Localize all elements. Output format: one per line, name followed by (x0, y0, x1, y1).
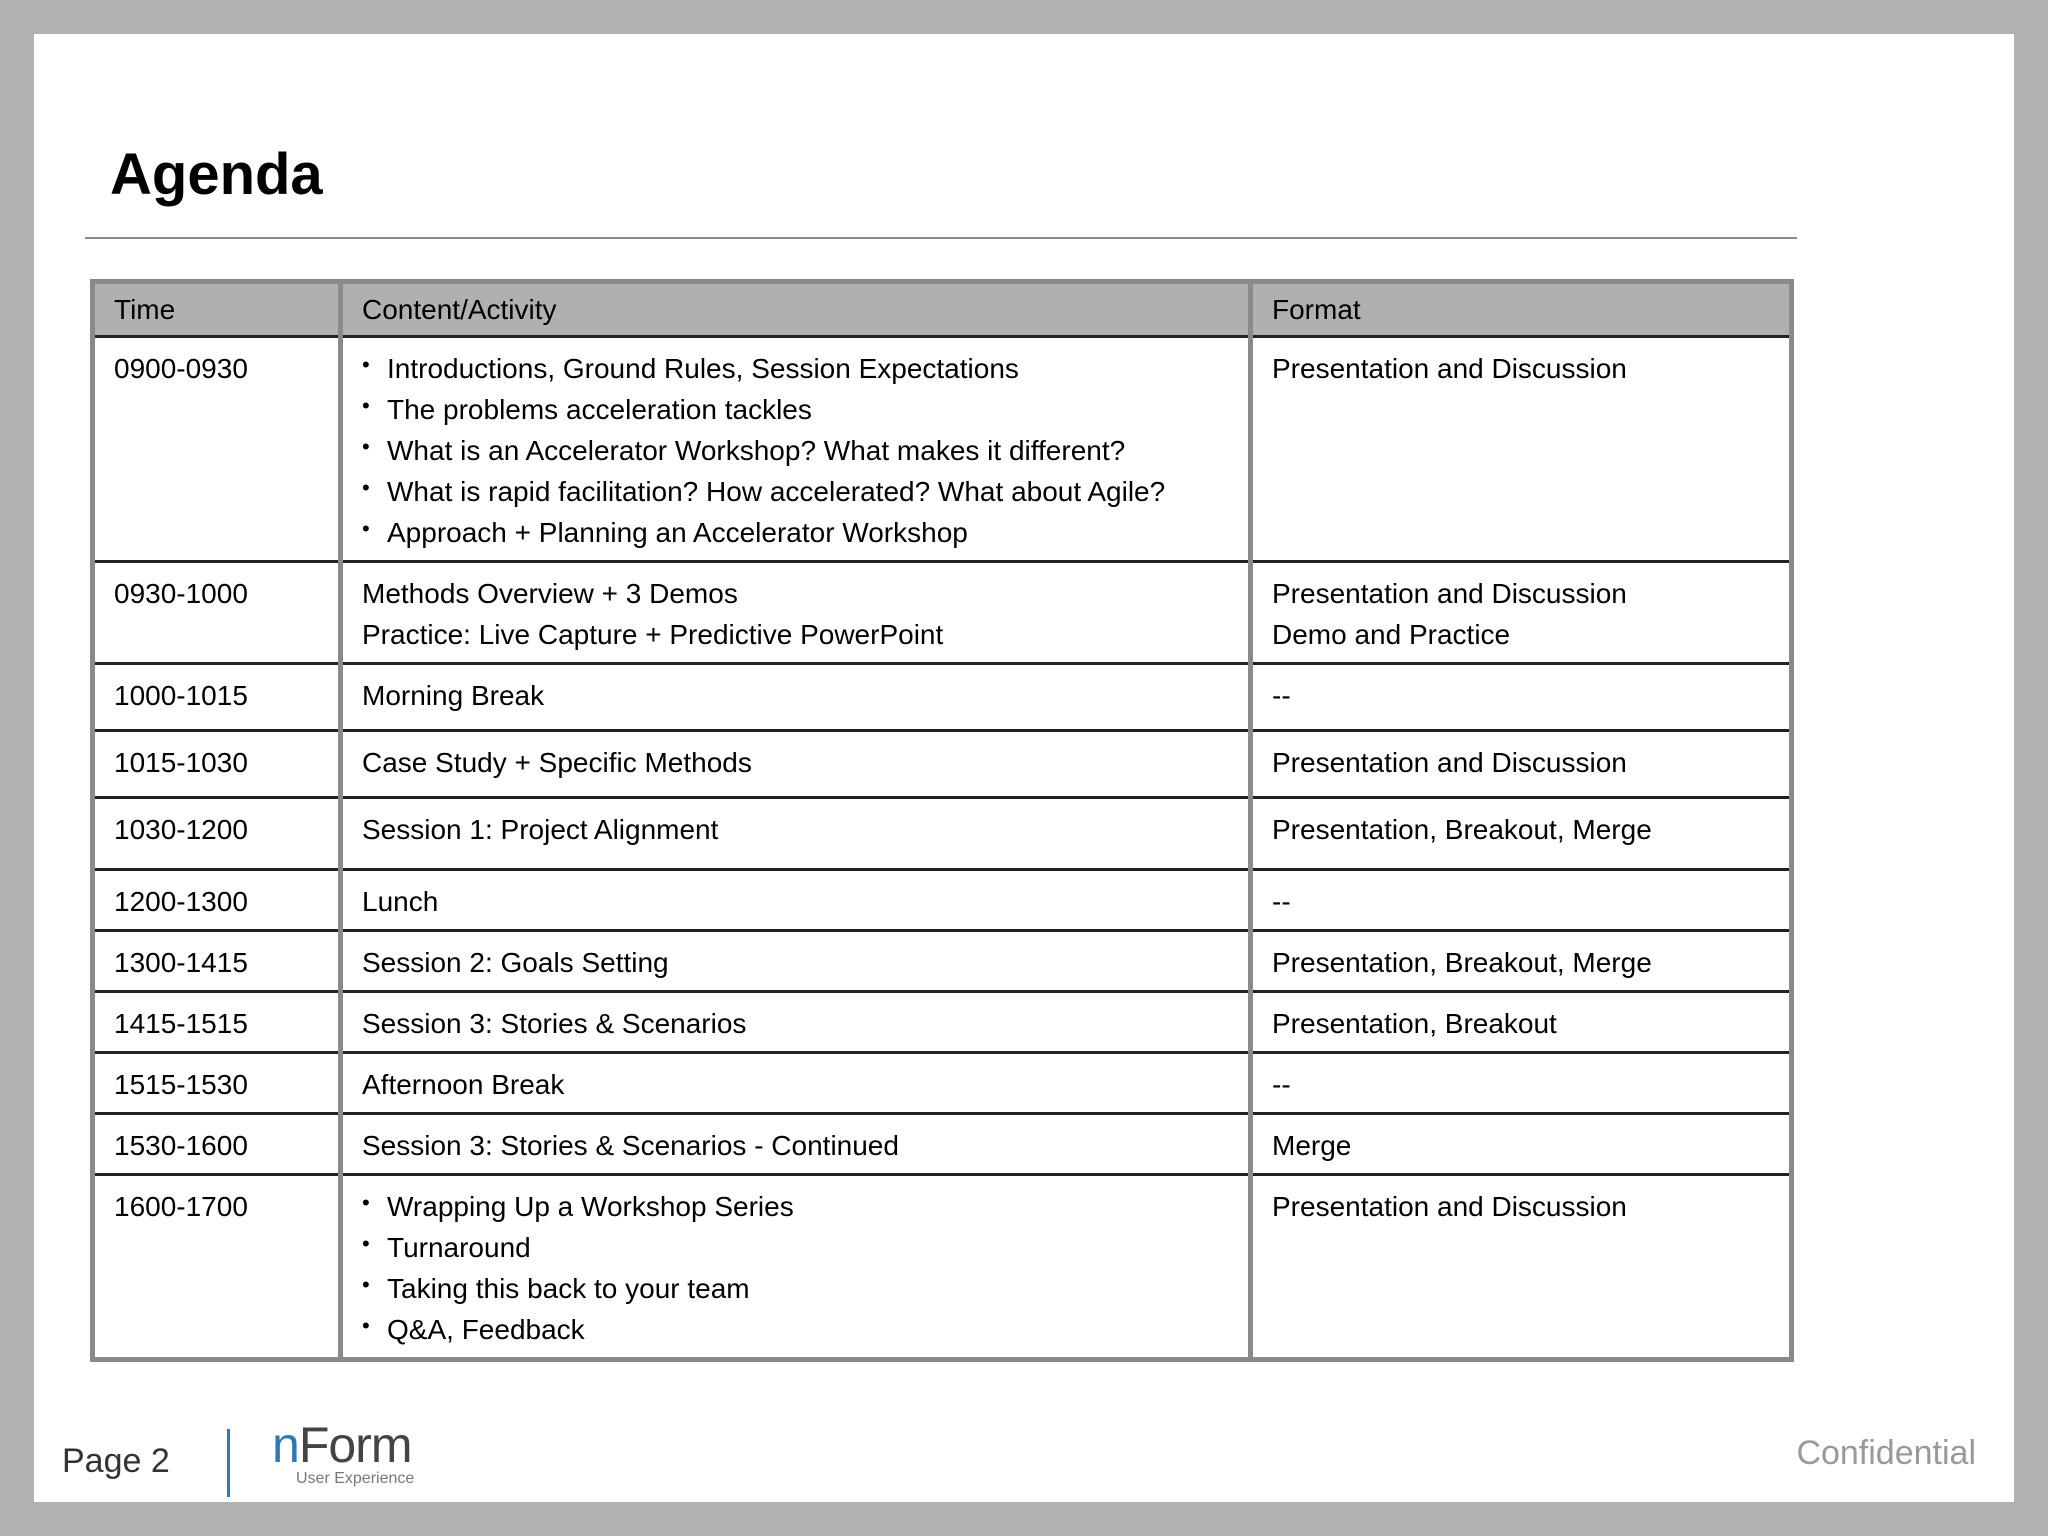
format-cell (1251, 1114, 1792, 1175)
bullet-text: Q&A, Feedback (387, 1314, 585, 1345)
table-row (93, 664, 1792, 731)
bullet-icon: • (362, 352, 370, 377)
table-row (93, 1114, 1792, 1175)
bullet-text: Wrapping Up a Workshop Series (387, 1191, 794, 1222)
bullet-item (362, 1227, 1248, 1268)
agenda-table (90, 279, 1794, 1362)
content-cell (341, 870, 1251, 931)
bullet-item (362, 389, 1248, 430)
header-format: Format (1251, 282, 1792, 337)
format-cell (1251, 1053, 1792, 1114)
format-text: Presentation, Breakout, Merge (1272, 947, 1652, 978)
nform-logo (272, 1417, 415, 1488)
content-text: Methods Overview + 3 Demos (362, 578, 738, 609)
table-row (93, 931, 1792, 992)
page-number: Page 2 (62, 1442, 170, 1480)
table-row (93, 1175, 1792, 1360)
content-text: Session 3: Stories & Scenarios - Continued (362, 1130, 899, 1161)
content-cell (341, 798, 1251, 870)
content-cell (341, 992, 1251, 1053)
bullet-item (362, 1186, 1248, 1227)
format-text: Presentation and Discussion (1272, 747, 1627, 778)
bullet-text: Introductions, Ground Rules, Session Expectations (387, 353, 1019, 384)
bullet-text: Taking this back to your team (387, 1273, 750, 1304)
content-cell (341, 931, 1251, 992)
bullet-icon: • (362, 393, 370, 418)
time-cell: 0930-1000 (93, 562, 341, 664)
format-text: -- (1272, 1069, 1291, 1100)
bullet-text: Approach + Planning an Accelerator Workshop (387, 517, 968, 548)
format-cell (1251, 337, 1792, 562)
table-header-row (93, 282, 1792, 337)
table-row (93, 1053, 1792, 1114)
format-cell (1251, 731, 1792, 798)
time-cell: 1015-1030 (93, 731, 341, 798)
content-cell (341, 664, 1251, 731)
logo-form: Form (298, 1417, 412, 1473)
format-text: Merge (1272, 1130, 1352, 1161)
table-row (93, 337, 1792, 562)
table-row (93, 870, 1792, 931)
confidential-label: Confidential (1796, 1434, 1976, 1472)
time-cell: 1030-1200 (93, 798, 341, 870)
header-content-activity: Content/Activity (341, 282, 1251, 337)
bullet-text: Turnaround (387, 1232, 531, 1263)
content-cell (341, 562, 1251, 664)
bullet-text: What is rapid facilitation? How accelerated? What about Agile? (387, 476, 1166, 507)
format-cell (1251, 870, 1792, 931)
format-cell (1251, 931, 1792, 992)
logo-wordmark (272, 1417, 414, 1473)
content-cell (341, 1114, 1251, 1175)
bullet-item (362, 1268, 1248, 1309)
format-cell (1251, 1175, 1792, 1360)
content-text: Afternoon Break (362, 1069, 565, 1100)
bullet-icon: • (362, 516, 370, 541)
bullet-icon: • (362, 1272, 370, 1297)
bullet-icon: • (362, 434, 370, 459)
content-cell (341, 1175, 1251, 1360)
content-text: Session 1: Project Alignment (362, 814, 719, 845)
format-text: -- (1272, 886, 1291, 917)
bullet-item (362, 512, 1248, 553)
content-text: Practice: Live Capture + Predictive PowerPoint (362, 619, 944, 650)
format-cell (1251, 664, 1792, 731)
table-row (93, 992, 1792, 1053)
bullet-item (362, 1309, 1248, 1350)
header-time: Time (93, 282, 341, 337)
bullet-item (362, 430, 1248, 471)
format-cell (1251, 562, 1792, 664)
format-text: Presentation and Discussion (1272, 353, 1627, 384)
content-text: Session 2: Goals Setting (362, 947, 669, 978)
format-text: Presentation, Breakout, Merge (1272, 814, 1652, 845)
time-cell: 1200-1300 (93, 870, 341, 931)
content-text: Case Study + Specific Methods (362, 747, 752, 778)
format-text: -- (1272, 680, 1291, 711)
agenda-body (93, 337, 1792, 1360)
format-cell (1251, 798, 1792, 870)
time-cell: 1415-1515 (93, 992, 341, 1053)
time-cell: 1300-1415 (93, 931, 341, 992)
table-row (93, 731, 1792, 798)
format-text: Presentation, Breakout (1272, 1008, 1557, 1039)
bullet-item (362, 471, 1248, 512)
bullet-icon: • (362, 1190, 370, 1215)
content-text: Session 3: Stories & Scenarios (362, 1008, 747, 1039)
content-text: Lunch (362, 886, 439, 917)
time-cell: 1000-1015 (93, 664, 341, 731)
bullet-icon: • (362, 1313, 370, 1338)
format-text: Presentation and Discussion (1272, 578, 1627, 609)
format-cell (1251, 992, 1792, 1053)
bullet-icon: • (362, 1231, 370, 1256)
content-cell (341, 731, 1251, 798)
format-text: Presentation and Discussion (1272, 1191, 1627, 1222)
slide (34, 34, 2014, 1502)
title-divider (85, 237, 1797, 239)
time-cell: 1600-1700 (93, 1175, 341, 1360)
logo-subtitle: User Experience (296, 1470, 415, 1487)
content-cell (341, 1053, 1251, 1114)
page-title: Agenda (110, 142, 323, 207)
time-cell: 1515-1530 (93, 1053, 341, 1114)
time-cell: 1530-1600 (93, 1114, 341, 1175)
time-cell: 0900-0930 (93, 337, 341, 562)
bullet-text: What is an Accelerator Workshop? What makes it different? (387, 435, 1126, 466)
format-text: Demo and Practice (1272, 619, 1511, 650)
content-cell (341, 337, 1251, 562)
footer-divider (227, 1429, 230, 1497)
logo-n: n (272, 1417, 299, 1473)
bullet-item (362, 348, 1248, 389)
table-row (93, 798, 1792, 870)
bullet-text: The problems acceleration tackles (387, 394, 812, 425)
table-row (93, 562, 1792, 664)
content-text: Morning Break (362, 680, 545, 711)
bullet-icon: • (362, 475, 370, 500)
